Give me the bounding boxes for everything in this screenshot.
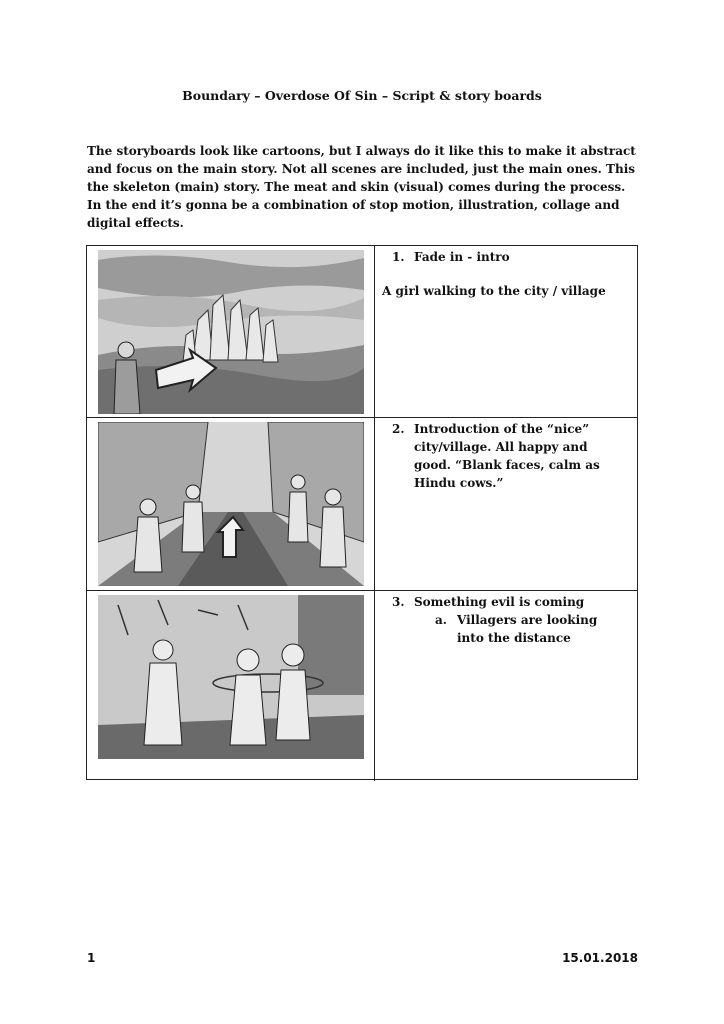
storyboard-table (86, 245, 638, 780)
scene-heading (392, 593, 622, 611)
girl-approaching-city-sketch-icon (98, 250, 364, 414)
storyboard-sketch-3 (98, 595, 364, 759)
storyboard-sketch-2 (98, 422, 364, 586)
intro-paragraph: The storyboards look like cartoons, but I always do it like this to make it abstract and focus on the main story. Not all scenes are included, just the main ones. This the skeleton (main) story. The meat and skin (visual) comes during the process. In the end it’s gonna be a combination of stop motion, illustration, collage and digital effects. (87, 144, 636, 230)
scene-heading-text: Something evil is coming (414, 595, 585, 609)
scene-heading-text: Introduction of the “nice” city/village. All happy and good. “Blank faces, calm as Hindu cows.” (414, 422, 600, 490)
scene-number: 3. (392, 595, 405, 609)
scene-heading (392, 248, 622, 266)
sketch-cell (87, 418, 375, 590)
scene-text-cell (375, 418, 637, 590)
subitem-label: a. (435, 613, 447, 627)
street-with-villagers-sketch-icon (98, 422, 364, 586)
scene-number: 2. (392, 422, 405, 436)
scene-heading-text: Fade in - intro (414, 250, 510, 264)
villagers-looking-sketch-icon (98, 595, 364, 759)
storyboard-row (87, 591, 637, 781)
scene-heading (392, 420, 622, 492)
scene-subitem (435, 611, 615, 647)
storyboard-row (87, 418, 637, 591)
page-number: 1 (87, 951, 96, 965)
sketch-cell (87, 246, 375, 417)
scene-description: A girl walking to the city / village (382, 284, 606, 298)
sketch-cell (87, 591, 375, 781)
storyboard-sketch-1 (98, 250, 364, 414)
document-title: Boundary – Overdose Of Sin – Script & story boards (182, 88, 542, 103)
subitem-text: Villagers are looking into the distance (457, 613, 598, 645)
scene-number: 1. (392, 250, 405, 264)
scene-text-cell (375, 246, 637, 417)
scene-text-cell (375, 591, 637, 781)
document-date: 15.01.2018 (562, 951, 638, 965)
storyboard-row (87, 246, 637, 418)
